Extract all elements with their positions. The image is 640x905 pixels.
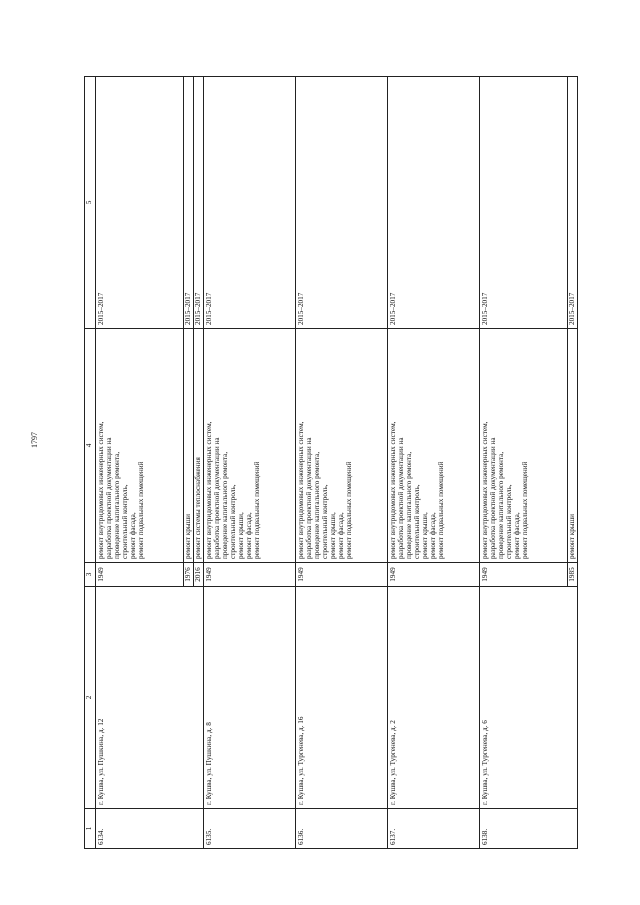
column-header: 3: [85, 563, 96, 587]
work-item: разработка проектной документации на: [105, 437, 114, 559]
work-item: строительный контроль,: [321, 484, 330, 559]
work-item: ремонт фасада,: [129, 512, 138, 559]
work-item: ремонт фасада,: [429, 512, 438, 559]
work-item: ремонт подвальных помещений: [345, 461, 354, 559]
work-item: проведение капитального ремонта,: [221, 451, 230, 559]
work-item: ремонт внутридомовых инженерных систем,: [97, 421, 105, 559]
column-header: 1: [85, 809, 96, 849]
work-item: проведение капитального ремонта,: [497, 451, 506, 559]
work-item: ремонт внутридомовых инженерных систем,: [205, 421, 213, 559]
page-number: 1797: [30, 432, 39, 448]
table-row: [296, 77, 388, 849]
sub-work-cell: ремонт крыши: [184, 329, 194, 563]
sub-year-cell: 2016: [194, 563, 204, 587]
period-cell: 2015–2017: [388, 77, 480, 329]
work-item: проведение капитального ремонта,: [313, 451, 322, 559]
work-item: разработка проектной документации на: [397, 437, 406, 559]
table-row: [480, 77, 568, 849]
work-item: строительный контроль,: [229, 484, 238, 559]
row-number-cell: 6135.: [204, 809, 296, 849]
repair-schedule-table: [84, 76, 578, 849]
work-item: ремонт подвальных помещений: [521, 461, 530, 559]
work-item: ремонт крыши,: [329, 512, 338, 559]
table-row: [96, 77, 184, 849]
work-item: ремонт внутридомовых инженерных систем,: [481, 421, 489, 559]
rotated-table-wrapper: [84, 77, 576, 849]
work-item: ремонт фасада,: [337, 512, 346, 559]
sub-period-cell: 2015–2017: [184, 77, 194, 329]
address-cell: г. Кушва, ул. Пушкина, д. 8: [204, 587, 296, 809]
table-header-row: [85, 77, 96, 849]
build-year-cell: 1949: [296, 563, 388, 587]
sub-period-cell: 2015–2017: [568, 77, 578, 329]
sub-work-cell: ремонт крыши: [568, 329, 578, 563]
sub-year-cell: 1976: [184, 563, 194, 587]
build-year-cell: 1949: [480, 563, 568, 587]
work-item: ремонт подвальных помещений: [137, 461, 146, 559]
work-item: строительный контроль,: [413, 484, 422, 559]
work-item: строительный контроль,: [121, 484, 130, 559]
column-header: 5: [85, 77, 96, 329]
period-cell: 2015–2017: [204, 77, 296, 329]
work-item: ремонт внутридомовых инженерных систем,: [389, 421, 397, 559]
work-item: ремонт фасада,: [245, 512, 254, 559]
row-number-cell: 6137.: [388, 809, 480, 849]
works-cell: [96, 329, 184, 563]
address-cell: г. Кушва, ул. Тургенева, д. 16: [296, 587, 388, 809]
work-item: ремонт подвальных помещений: [437, 461, 446, 559]
work-item: проведение капитального ремонта,: [405, 451, 414, 559]
work-item: строительный контроль,: [505, 484, 514, 559]
column-header: 2: [85, 587, 96, 809]
address-cell: г. Кушва, ул. Тургенева, д. 6: [480, 587, 578, 809]
sub-year-cell: 1985: [568, 563, 578, 587]
work-item: разработка проектной документации на: [489, 437, 498, 559]
work-item: ремонт крыши,: [421, 512, 430, 559]
build-year-cell: 1949: [96, 563, 184, 587]
work-item: разработка проектной документации на: [305, 437, 314, 559]
sub-period-cell: 2015–2017: [194, 77, 204, 329]
table-row: [204, 77, 296, 849]
work-item: разработка проектной документации на: [213, 437, 222, 559]
sub-work-cell: ремонт системы теплоснабжения: [194, 329, 204, 563]
table-body: [96, 77, 578, 849]
period-cell: 2015–2017: [480, 77, 568, 329]
work-item: ремонт крыши,: [237, 512, 246, 559]
works-cell: [388, 329, 480, 563]
row-number-cell: 6134.: [96, 809, 204, 849]
work-item: ремонт внутридомовых инженерных систем,: [297, 421, 305, 559]
build-year-cell: 1949: [388, 563, 480, 587]
row-number-cell: 6138.: [480, 809, 578, 849]
works-cell: [204, 329, 296, 563]
work-item: ремонт подвальных помещений: [253, 461, 262, 559]
works-cell: [480, 329, 568, 563]
work-item: ремонт фасада,: [513, 512, 522, 559]
row-number-cell: 6136.: [296, 809, 388, 849]
build-year-cell: 1949: [204, 563, 296, 587]
address-cell: г. Кушва, ул. Пушкина, д. 12: [96, 587, 204, 809]
period-cell: 2015–2017: [96, 77, 184, 329]
works-cell: [296, 329, 388, 563]
column-header: 4: [85, 329, 96, 563]
table-row: [388, 77, 480, 849]
period-cell: 2015–2017: [296, 77, 388, 329]
address-cell: г. Кушва, ул. Тургенева, д. 2: [388, 587, 480, 809]
work-item: проведение капитального ремонта,: [113, 451, 122, 559]
